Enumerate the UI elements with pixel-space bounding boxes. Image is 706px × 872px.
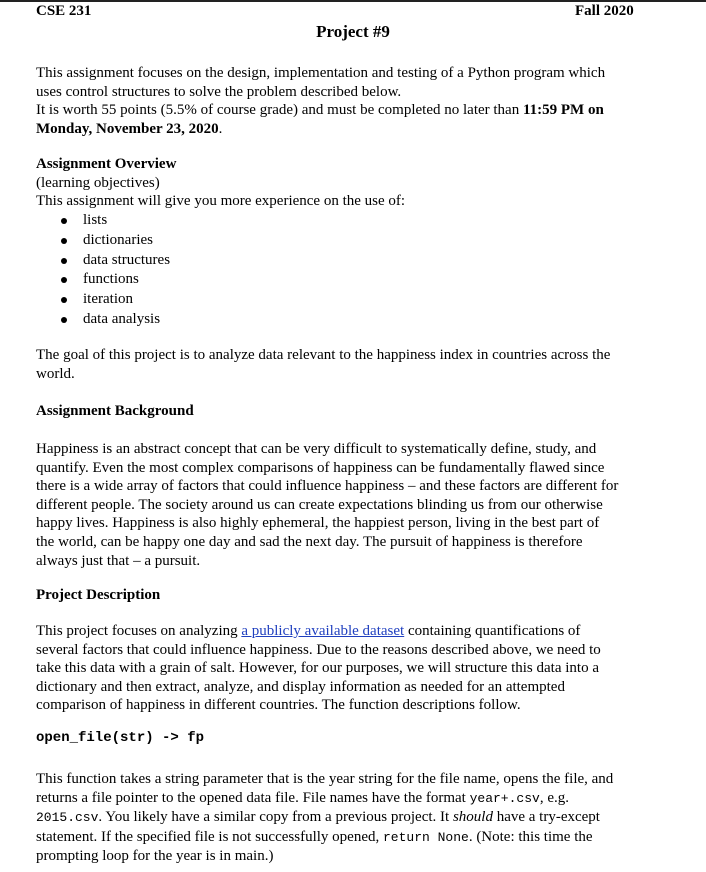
- overview-section: [36, 155, 405, 211]
- dataset-link[interactable]: a publicly available dataset: [241, 623, 405, 639]
- list-item: dictionaries: [56, 231, 170, 251]
- background-heading: Assignment Background: [36, 403, 194, 419]
- list-item: data analysis: [56, 310, 170, 330]
- overview-subheading: (learning objectives): [36, 174, 160, 191]
- list-item: functions: [56, 270, 170, 290]
- goal-paragraph: The goal of this project is to analyze data relevant to the happiness index in countries across the world.: [36, 347, 611, 382]
- function-description: This function takes a string parameter that is the year string for the file name, opens the file, and returns a file pointer to the opened data file. File names have the format year+.csv, e.g. 2015.csv. You likely have a similar copy from a previous project. It should have a try-except statement. If the specified file is not successfully opened, return None. (Note: this time the prompting loop for the year is in main.): [36, 771, 614, 865]
- inline-code: 2015.csv: [36, 810, 99, 826]
- top-rule: [0, 0, 706, 2]
- inline-code: year+.csv: [469, 790, 540, 806]
- function-signature: open_file(str) -> fp: [36, 730, 205, 746]
- inline-code: return None: [382, 829, 469, 845]
- list-item: iteration: [56, 290, 170, 310]
- deadline-date: Monday, November 23, 2020: [36, 120, 219, 137]
- term: Fall 2020: [575, 3, 634, 19]
- course-code: CSE 231: [36, 3, 92, 19]
- intro-paragraph: This assignment focuses on the design, implementation and testing of a Python program which uses control structures to solve the problem described below. It is worth 55 points (5.5% of course grade) and must be completed no later than 11:59 PM on Monday, November 23, 2020.: [36, 65, 606, 137]
- deadline-time: 11:59 PM on: [522, 102, 604, 119]
- list-item: lists: [56, 211, 170, 231]
- page-title: Project #9: [316, 22, 390, 41]
- description-paragraph: This project focuses on analyzing a publicly available dataset containing quantifications of several factors that could influence happiness. Due to the reasons described above, we need to take this data with a grain of salt. However, for our purposes, we will structure this data into a dictionary and then extract, analyze, and display information as needed for an attempted comparison of happiness in different countries. The function descriptions follow.: [36, 623, 601, 714]
- background-paragraph: Happiness is an abstract concept that can be very difficult to systematically define, study, and quantify. Even the most complex comparisons of happiness can be fundamentally flawed since there is a wide array of factors that could influence happiness – and these factors are different for different people. The society around us can create expectations blinding us from our otherwise happy lives. Happiness is also highly ephemeral, the happiest person, living in the best part of the world, can be happy one day and sad the next day. The pursuit of happiness is therefore always just that – a pursuit.: [36, 441, 619, 569]
- objectives-list: [56, 211, 170, 330]
- overview-heading: Assignment Overview: [36, 156, 177, 172]
- overview-lead: This assignment will give you more experience on the use of:: [36, 193, 406, 210]
- list-item: data structures: [56, 251, 170, 271]
- description-heading: Project Description: [36, 587, 161, 603]
